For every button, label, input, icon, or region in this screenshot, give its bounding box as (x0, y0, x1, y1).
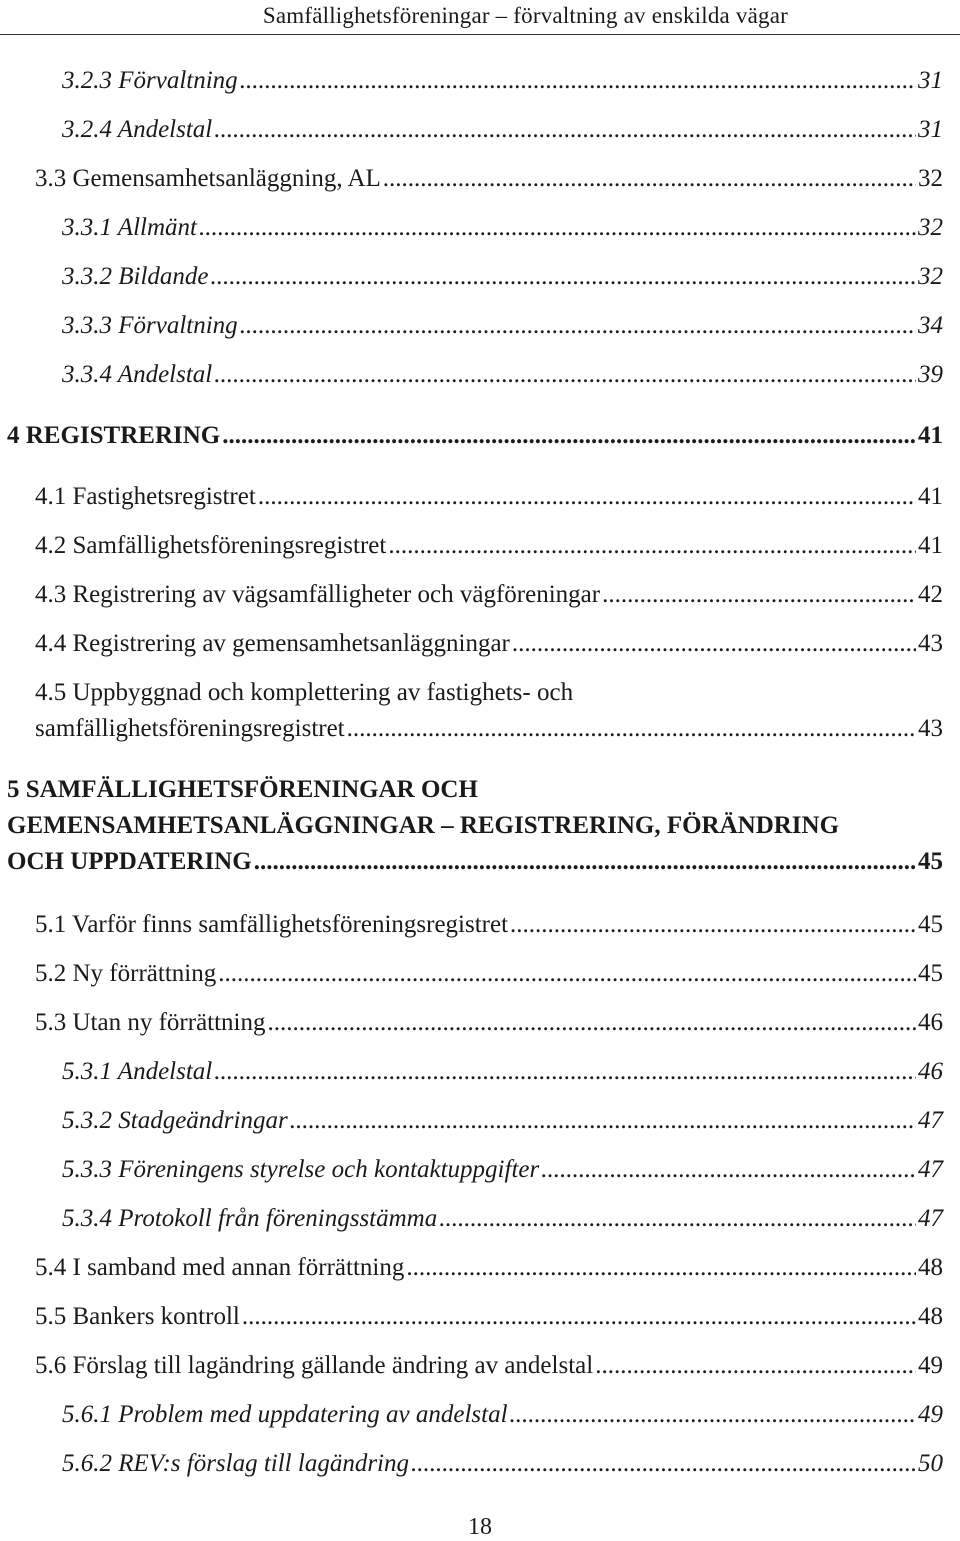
toc-entry[interactable] (62, 213, 943, 243)
dot-leader (218, 959, 916, 989)
toc-entry-title: 3.2.4 Andelstal (62, 116, 213, 143)
toc-entry[interactable] (35, 1008, 943, 1038)
dot-leader (222, 421, 916, 451)
toc-entry[interactable] (62, 311, 943, 341)
toc-entry-title: 3.3.4 Andelstal (62, 361, 213, 388)
dot-leader (602, 580, 916, 610)
toc-entry[interactable] (35, 531, 943, 561)
toc-entry-title: 4.3 Registrering av vägsamfälligheter och vägföreningar (35, 581, 601, 608)
dot-leader (439, 1204, 916, 1234)
toc-entry-page: 48 (918, 1254, 943, 1281)
toc-entry[interactable] (62, 1449, 943, 1479)
toc-entry-title: 5.3.2 Stadgeändringar (62, 1107, 288, 1134)
dot-leader (240, 66, 916, 96)
dot-leader (510, 1400, 916, 1430)
toc-entry-title: 5.6 Förslag till lagändring gällande ändring av andelstal (35, 1352, 594, 1379)
toc-entry-page: 32 (918, 263, 943, 290)
toc-entry-title: 5.3.4 Protokoll från föreningsstämma (62, 1205, 438, 1232)
toc-entry-title: 4.1 Fastighetsregistret (35, 483, 256, 510)
toc-entry[interactable] (35, 629, 943, 659)
toc-entry-page: 32 (918, 214, 943, 241)
toc-entry-page: 49 (918, 1401, 943, 1428)
toc-entry-page: 39 (918, 361, 943, 388)
toc-chapter-entry[interactable] (7, 847, 943, 877)
toc-chapter-title-line1: 5 SAMFÄLLIGHETSFÖRENINGAR OCH (7, 776, 478, 803)
toc-entry-title: 4.2 Samfällighetsföreningsregistret (35, 532, 387, 559)
header-title: Samfällighetsföreningar – förvaltning av enskilda vägar (262, 3, 788, 28)
dot-leader (214, 1057, 916, 1087)
toc-entry-page: 41 (918, 532, 943, 559)
toc-entry-title: 5.3.1 Andelstal (62, 1058, 213, 1085)
dot-leader (388, 531, 916, 561)
toc-entry-page: 41 (918, 483, 943, 510)
toc-entry-page: 47 (918, 1156, 943, 1183)
toc-entry-page: 34 (918, 312, 943, 339)
dot-leader (406, 1253, 916, 1283)
toc-entry[interactable] (62, 1106, 943, 1136)
dot-leader (199, 213, 916, 243)
toc-entry-title: 3.3 Gemensamhetsanläggning, AL (35, 165, 381, 192)
toc-entry[interactable] (62, 1400, 943, 1430)
dot-leader (347, 714, 916, 744)
toc-chapter-title-line2: GEMENSAMHETSANLÄGGNINGAR – REGISTRERING, FÖRÄNDRING (7, 812, 840, 839)
toc-entry-title: 3.3.3 Förvaltning (62, 312, 238, 339)
toc-entry[interactable] (35, 164, 943, 194)
toc-entry-page: 47 (918, 1205, 943, 1232)
toc-entry[interactable] (35, 910, 943, 940)
dot-leader (214, 360, 916, 390)
toc-entry-title-line1: 4.5 Uppbyggnad och komplettering av fastighets- och (35, 679, 574, 706)
toc-chapter-entry[interactable] (7, 421, 943, 451)
toc-entry[interactable] (62, 1204, 943, 1234)
toc-entry-title: 5.5 Bankers kontroll (35, 1303, 240, 1330)
dot-leader (258, 482, 916, 512)
toc-entry-page: 46 (918, 1058, 943, 1085)
page-number: 18 (468, 1514, 492, 1540)
toc-entry-title: 3.2.3 Förvaltning (62, 67, 238, 94)
dot-leader (268, 1008, 916, 1038)
toc-entry-title: 3.3.1 Allmänt (62, 214, 197, 241)
toc-entry-page: 45 (918, 960, 943, 987)
toc-entry-page: 47 (918, 1107, 943, 1134)
toc-entry[interactable] (62, 1057, 943, 1087)
toc-entry-title: 5.3 Utan ny förrättning (35, 1009, 266, 1036)
toc-entry-title: 5.1 Varför finns samfällighetsföreningsregistret (35, 911, 509, 938)
dot-leader (595, 1351, 916, 1381)
toc-entry-page: 41 (918, 422, 943, 449)
toc-entry[interactable] (62, 360, 943, 390)
toc-entry[interactable] (62, 115, 943, 145)
dot-leader (240, 311, 916, 341)
toc-entry-title: 5.3.3 Föreningens styrelse och kontaktuppgifter (62, 1156, 540, 1183)
toc-entry-title: 5.6.2 REV:s förslag till lagändring (62, 1450, 409, 1477)
dot-leader (411, 1449, 916, 1479)
dot-leader (512, 629, 916, 659)
toc-entry-page: 50 (918, 1450, 943, 1477)
toc-entry-page: 43 (918, 630, 943, 657)
toc-entry[interactable] (35, 1302, 943, 1332)
toc-entry-page: 43 (918, 715, 943, 742)
toc-entry-page: 48 (918, 1303, 943, 1330)
dot-leader (254, 847, 916, 877)
toc-entry-page: 31 (918, 116, 943, 143)
dot-leader (242, 1302, 916, 1332)
dot-leader (290, 1106, 916, 1136)
toc-entry[interactable] (62, 66, 943, 96)
toc-entry-page: 45 (918, 848, 943, 875)
toc-entry-title: 5.6.1 Problem med uppdatering av andelstal (62, 1401, 508, 1428)
toc-entry-title: OCH UPPDATERING (7, 848, 252, 875)
toc-entry-title: 5.2 Ny förrättning (35, 960, 217, 987)
toc-entry[interactable] (35, 1351, 943, 1381)
toc-entry-title: 4 REGISTRERING (7, 422, 221, 449)
toc-entry-page: 49 (918, 1352, 943, 1379)
running-header (0, 0, 960, 35)
toc-entry[interactable] (62, 262, 943, 292)
dot-leader (214, 115, 916, 145)
toc-entry-page: 45 (918, 911, 943, 938)
toc-entry-title: 5.4 I samband med annan förrättning (35, 1254, 405, 1281)
toc-entry[interactable] (35, 1253, 943, 1283)
toc-entry-page: 42 (918, 581, 943, 608)
toc-entry-title: samfällighetsföreningsregistret (35, 715, 345, 742)
toc-entry-title: 4.4 Registrering av gemensamhetsanläggningar (35, 630, 510, 657)
toc-entry-page: 31 (918, 67, 943, 94)
dot-leader (541, 1155, 916, 1185)
toc-entry[interactable] (35, 714, 943, 744)
toc-entry[interactable] (62, 1155, 943, 1185)
toc-entry[interactable] (35, 482, 943, 512)
dot-leader (211, 262, 916, 292)
toc-entry-page: 46 (918, 1009, 943, 1036)
toc-entry[interactable] (35, 959, 943, 989)
dot-leader (383, 164, 916, 194)
toc-entry[interactable] (35, 580, 943, 610)
toc-entry-page: 32 (918, 165, 943, 192)
dot-leader (510, 910, 916, 940)
toc-entry-title: 3.3.2 Bildande (62, 263, 209, 290)
